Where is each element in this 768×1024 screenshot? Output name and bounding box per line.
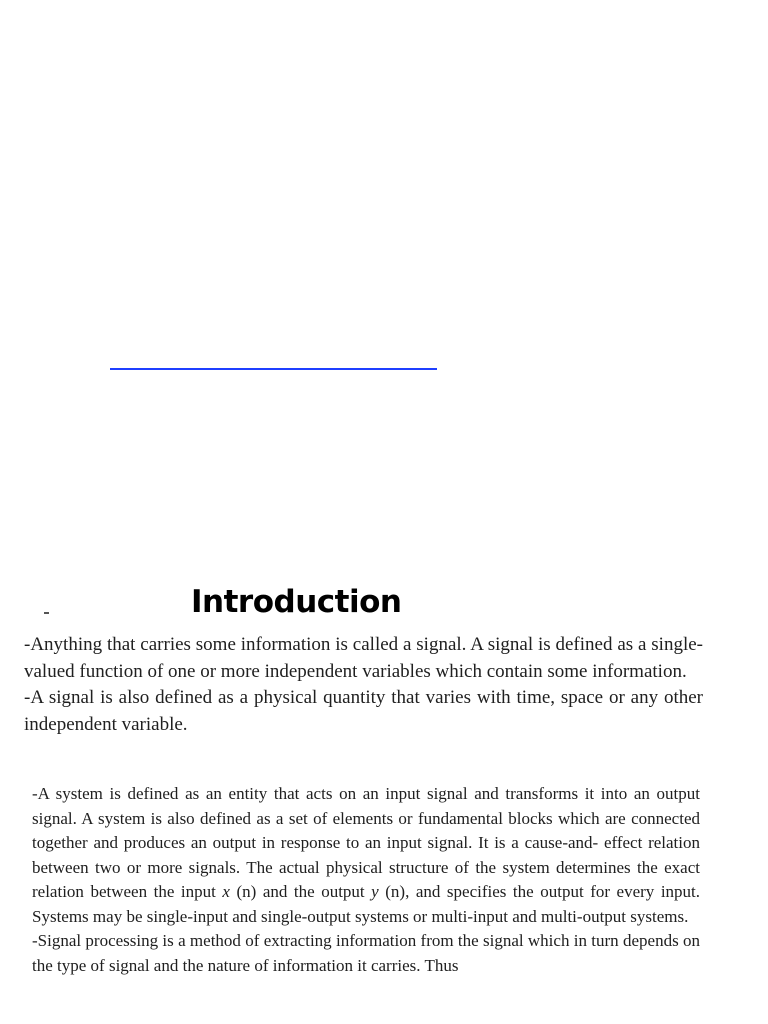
system-text-part3: , and specifies the output for every input. Systems may be single-input and single-output systems or multi-input and multi-output systems.	[32, 882, 701, 926]
signal-processing-paragraph: -Signal processing is a method of extracting information from the signal which in turn depends on the type of signal and the nature of information it carries. Thus	[32, 931, 700, 975]
input-argument: (n)	[229, 882, 257, 901]
signal-physical-quantity-paragraph: -A signal is also defined as a physical quantity that varies with time, space or any other independent variable.	[24, 687, 703, 735]
input-variable: x	[222, 882, 230, 901]
output-argument: (n)	[378, 882, 406, 901]
system-definition-paragraph	[32, 782, 700, 929]
stray-dash-mark	[44, 612, 49, 614]
system-text-block	[32, 782, 700, 978]
intro-text-block	[24, 632, 703, 738]
output-variable: y	[371, 882, 379, 901]
system-text-part2: and the output	[256, 882, 372, 901]
section-heading: Introduction	[191, 584, 402, 620]
signal-definition-paragraph: -Anything that carries some information is called a signal. A signal is defined as a single-valued function of one or more independent variables which contain some information.	[24, 634, 703, 682]
horizontal-rule	[110, 368, 437, 370]
system-text-part1: -A system is defined as an entity that acts on an input signal and transforms it into an output signal. A system is also defined as a set of elements or fundamental blocks which are connected together and produces an output in response to an input signal. It is a cause-and- effect relation between two or more signals. The actual physical structure of the system determines the exact relation between the input	[32, 784, 700, 901]
